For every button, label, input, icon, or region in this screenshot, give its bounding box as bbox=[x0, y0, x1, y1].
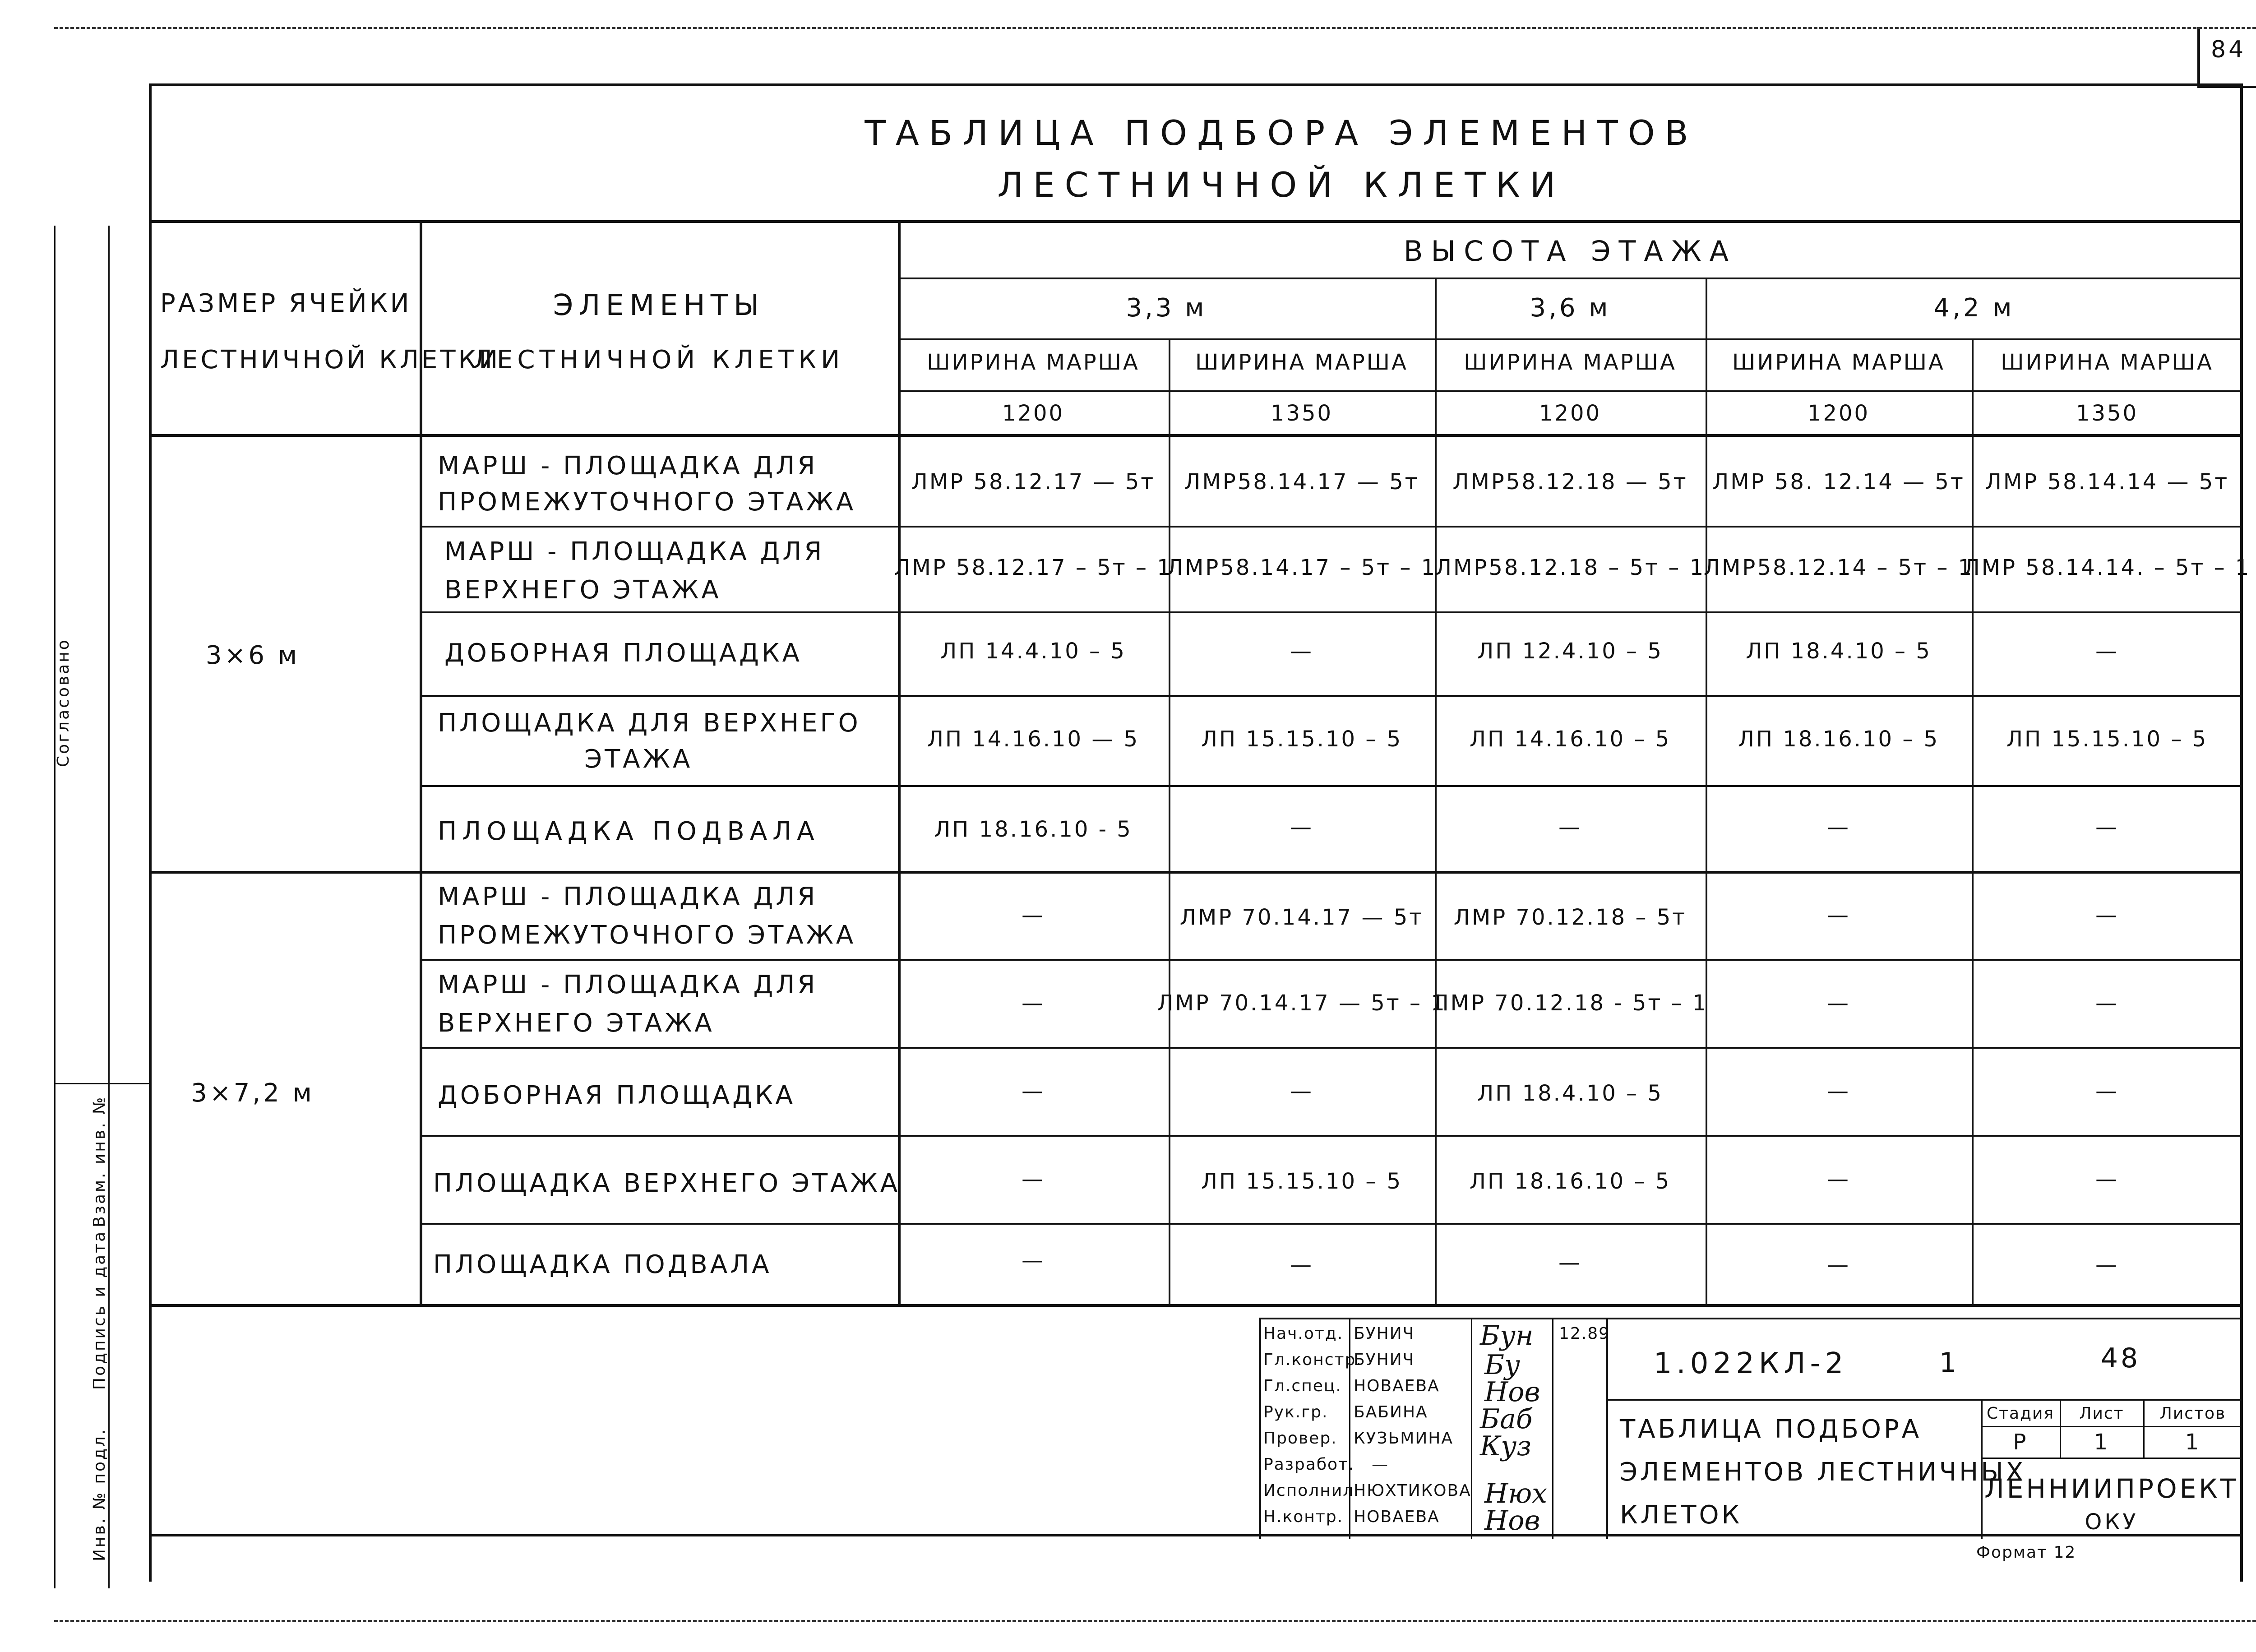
table-cell: — bbox=[1827, 1078, 1850, 1104]
table-title-line2: ЛЕСТНИЧНОЙ КЛЕТКИ bbox=[997, 165, 1566, 205]
header-width-value: 1350 bbox=[2076, 401, 2139, 426]
table-cell: — bbox=[2095, 1166, 2119, 1192]
header-width-label: ШИРИНА МАРША bbox=[927, 350, 1140, 375]
stamp-name: КУЗЬМИНА bbox=[1354, 1429, 1453, 1448]
element-name: МАРШ - ПЛОЩАДКА ДЛЯ bbox=[438, 451, 818, 481]
cell-size-3x7-2: 3×7,2 м bbox=[191, 1078, 314, 1108]
table-cell: ЛМР58.14.17 – 5т – 1 bbox=[1166, 555, 1437, 580]
table-cell: — bbox=[2095, 1078, 2119, 1104]
sheet-number: 84 bbox=[2211, 36, 2247, 63]
table-cell: ЛП 18.16.10 – 5 bbox=[1469, 1169, 1671, 1194]
element-name: ЭТАЖА bbox=[584, 745, 693, 774]
table-cell: ЛП 15.15.10 – 5 bbox=[1201, 727, 1403, 752]
table-cell: ЛП 18.4.10 – 5 bbox=[1746, 639, 1932, 664]
table-cell: — bbox=[1827, 1166, 1850, 1192]
table-cell: — bbox=[1827, 902, 1850, 928]
table-cell: ЛМР 70.12.18 – 5т bbox=[1453, 905, 1687, 930]
signature-image: Нюх bbox=[1484, 1478, 1547, 1509]
element-name: ПЛОЩАДКА ДЛЯ ВЕРХНЕГО bbox=[438, 708, 861, 738]
stamp-name: НОВАЕВА bbox=[1354, 1508, 1440, 1526]
table-title-line1: ТАБЛИЦА ПОДБОРА ЭЛЕМЕНТОВ bbox=[864, 113, 1698, 153]
table-cell: ЛМР 70.12.18 - 5т – 1 bbox=[1432, 990, 1708, 1016]
table-cell: — bbox=[1290, 814, 1313, 840]
signature-image: Куз bbox=[1480, 1430, 1531, 1462]
organization-name: ЛЕННИИПРОЕКТ bbox=[1984, 1473, 2239, 1504]
stamp-name: НОВАЕВА bbox=[1354, 1377, 1440, 1395]
document-title-line1: ТАБЛИЦА ПОДБОРА bbox=[1620, 1415, 1922, 1444]
table-cell: — bbox=[1022, 990, 1045, 1016]
document-title-line3: КЛЕТОК bbox=[1620, 1500, 1743, 1530]
document-issue: 1 bbox=[1939, 1347, 1960, 1379]
header-width-label: ШИРИНА МАРША bbox=[1464, 350, 1677, 375]
table-cell: — bbox=[1827, 1252, 1850, 1277]
document-sheet-number: 48 bbox=[2100, 1342, 2141, 1374]
organization-unit: ОКУ bbox=[2085, 1509, 2139, 1535]
stamp-role: Провер. bbox=[1263, 1429, 1337, 1448]
element-name: ДОБОРНАЯ ПЛОЩАДКА bbox=[438, 1081, 795, 1110]
table-cell: ЛП 12.4.10 – 5 bbox=[1477, 639, 1663, 664]
side-label-signature-date: Подпись и дата bbox=[90, 1230, 109, 1390]
element-name: ПРОМЕЖУТОЧНОГО ЭТАЖА bbox=[438, 487, 856, 517]
element-name: ВЕРХНЕГО ЭТАЖА bbox=[444, 575, 721, 605]
element-name: ПЛОЩАДКА ПОДВАЛА bbox=[433, 1250, 772, 1279]
header-height-4-2: 4,2 м bbox=[1933, 293, 2015, 323]
stamp-name: БУНИЧ bbox=[1354, 1351, 1415, 1369]
stamp-name: — bbox=[1372, 1455, 1389, 1474]
stamp-sheet-label: Лист bbox=[2079, 1404, 2124, 1423]
table-cell: — bbox=[2095, 990, 2119, 1016]
signature-image: Бу bbox=[1484, 1349, 1520, 1381]
element-name: МАРШ - ПЛОЩАДКА ДЛЯ bbox=[444, 537, 825, 566]
stamp-role: Н.контр. bbox=[1263, 1508, 1344, 1526]
stamp-role: Разработ. bbox=[1263, 1455, 1355, 1474]
table-cell: ЛМР 58. 12.14 — 5т bbox=[1712, 469, 1965, 495]
header-elements-line2: ЛЕСТНИЧНОЙ КЛЕТКИ bbox=[473, 345, 845, 375]
table-cell: — bbox=[1290, 1252, 1313, 1277]
signature-image: Баб bbox=[1480, 1403, 1533, 1435]
header-width-label: ШИРИНА МАРША bbox=[1732, 350, 1945, 375]
table-cell: ЛМР58.12.18 — 5т bbox=[1452, 469, 1688, 495]
header-width-value: 1200 bbox=[1807, 401, 1870, 426]
side-label-replaced-inventory: Взам. инв. № bbox=[90, 1095, 109, 1227]
table-cell: — bbox=[2095, 902, 2119, 928]
table-cell: — bbox=[1022, 902, 1045, 928]
table-cell: — bbox=[1827, 990, 1850, 1016]
table-cell: — bbox=[1558, 1250, 1582, 1275]
element-name: ПЛОЩАДКА ВЕРХНЕГО ЭТАЖА bbox=[433, 1169, 901, 1198]
stamp-name: БАБИНА bbox=[1354, 1403, 1428, 1421]
header-elements-line1: ЭЛЕМЕНТЫ bbox=[553, 289, 765, 322]
header-width-label: ШИРИНА МАРША bbox=[1195, 350, 1408, 375]
table-cell: ЛМР 58.14.14 — 5т bbox=[1985, 469, 2229, 495]
element-name: ПЛОЩАДКА ПОДВАЛА bbox=[438, 817, 820, 846]
element-name: МАРШ - ПЛОЩАДКА ДЛЯ bbox=[438, 970, 818, 1000]
stamp-role: Гл.констр. bbox=[1263, 1351, 1362, 1369]
stamp-date: 12.89 bbox=[1559, 1324, 1610, 1343]
signature-image: Бун bbox=[1480, 1320, 1534, 1351]
table-cell: ЛМР 58.12.17 – 5т – 1 bbox=[894, 555, 1173, 580]
cell-size-3x6: 3×6 м bbox=[205, 641, 300, 670]
table-cell: ЛП 18.16.10 - 5 bbox=[934, 817, 1133, 842]
table-cell: — bbox=[1290, 1078, 1313, 1104]
signature-image: Нов bbox=[1484, 1505, 1540, 1536]
header-height-group: ВЫСОТА ЭТАЖА bbox=[1403, 235, 1737, 268]
stamp-name: НЮХТИКОВА bbox=[1354, 1481, 1471, 1500]
side-label-agreed: Согласовано bbox=[54, 638, 73, 767]
table-cell: ЛМР 58.14.14. – 5т – 1 bbox=[1963, 555, 2251, 580]
side-label-original-inventory: Инв. № подл. bbox=[90, 1427, 109, 1561]
header-height-3-6: 3,6 м bbox=[1530, 293, 1611, 323]
table-cell: ЛМР58.12.14 – 5т – 1 bbox=[1703, 555, 1974, 580]
stamp-role: Нач.отд. bbox=[1263, 1324, 1344, 1343]
element-name: МАРШ - ПЛОЩАДКА ДЛЯ bbox=[438, 882, 818, 912]
table-cell: — bbox=[2095, 639, 2119, 664]
element-name: ПРОМЕЖУТОЧНОГО ЭТАЖА bbox=[438, 921, 856, 950]
header-width-value: 1200 bbox=[1002, 401, 1065, 426]
document-code: 1.022КЛ-2 bbox=[1653, 1347, 1848, 1380]
table-cell: — bbox=[1022, 1078, 1045, 1104]
header-width-value: 1350 bbox=[1270, 401, 1333, 426]
stamp-sheet: 1 bbox=[2094, 1430, 2110, 1455]
stamp-role: Рук.гр. bbox=[1263, 1403, 1328, 1421]
table-cell: ЛМР 70.14.17 — 5т – 1 bbox=[1157, 990, 1447, 1016]
stamp-sheets-label: Листов bbox=[2159, 1404, 2226, 1423]
sheet-format: Формат 12 bbox=[1976, 1543, 2076, 1562]
document-title-line2: ЭЛЕМЕНТОВ ЛЕСТНИЧНЫХ bbox=[1620, 1458, 2026, 1487]
table-cell: ЛМР58.14.17 — 5т bbox=[1184, 469, 1419, 495]
table-cell: ЛП 18.4.10 – 5 bbox=[1477, 1081, 1663, 1106]
table-cell: ЛМР 58.12.17 — 5т bbox=[911, 469, 1156, 495]
table-cell: ЛП 14.16.10 — 5 bbox=[927, 727, 1140, 752]
table-cell: — bbox=[1290, 639, 1313, 664]
table-cell: ЛП 14.16.10 – 5 bbox=[1469, 727, 1671, 752]
table-cell: — bbox=[2095, 1252, 2119, 1277]
header-cell-size-line1: РАЗМЕР ЯЧЕЙКИ bbox=[160, 289, 412, 318]
stamp-name: БУНИЧ bbox=[1354, 1324, 1415, 1343]
table-cell: — bbox=[1022, 1166, 1045, 1192]
signature-image: Нов bbox=[1484, 1376, 1540, 1408]
stamp-role: Исполнил bbox=[1263, 1481, 1355, 1500]
header-width-value: 1200 bbox=[1539, 401, 1602, 426]
table-cell: ЛП 14.4.10 – 5 bbox=[940, 639, 1126, 664]
table-cell: — bbox=[1827, 814, 1850, 840]
header-cell-size-line2: ЛЕСТНИЧНОЙ КЛЕТКИ bbox=[160, 345, 501, 375]
table-cell: ЛП 18.16.10 – 5 bbox=[1738, 727, 1940, 752]
stamp-stage: Р bbox=[2013, 1430, 2028, 1455]
table-cell: — bbox=[1558, 814, 1582, 840]
element-name: ВЕРХНЕГО ЭТАЖА bbox=[438, 1009, 715, 1038]
table-cell: — bbox=[1022, 1248, 1045, 1273]
stamp-stage-label: Стадия bbox=[1986, 1404, 2055, 1423]
header-height-3-3: 3,3 м bbox=[1126, 293, 1207, 323]
table-cell: — bbox=[2095, 814, 2119, 840]
table-cell: ЛП 15.15.10 – 5 bbox=[1201, 1169, 1403, 1194]
table-cell: ЛМР 70.14.17 — 5т bbox=[1179, 905, 1424, 930]
element-name: ДОБОРНАЯ ПЛОЩАДКА bbox=[444, 639, 802, 668]
table-cell: ЛМР58.12.18 – 5т – 1 bbox=[1435, 555, 1706, 580]
stamp-role: Гл.спец. bbox=[1263, 1377, 1342, 1395]
header-width-label: ШИРИНА МАРША bbox=[2001, 350, 2214, 375]
stamp-sheets: 1 bbox=[2185, 1430, 2201, 1455]
table-cell: ЛП 15.15.10 – 5 bbox=[2006, 727, 2208, 752]
